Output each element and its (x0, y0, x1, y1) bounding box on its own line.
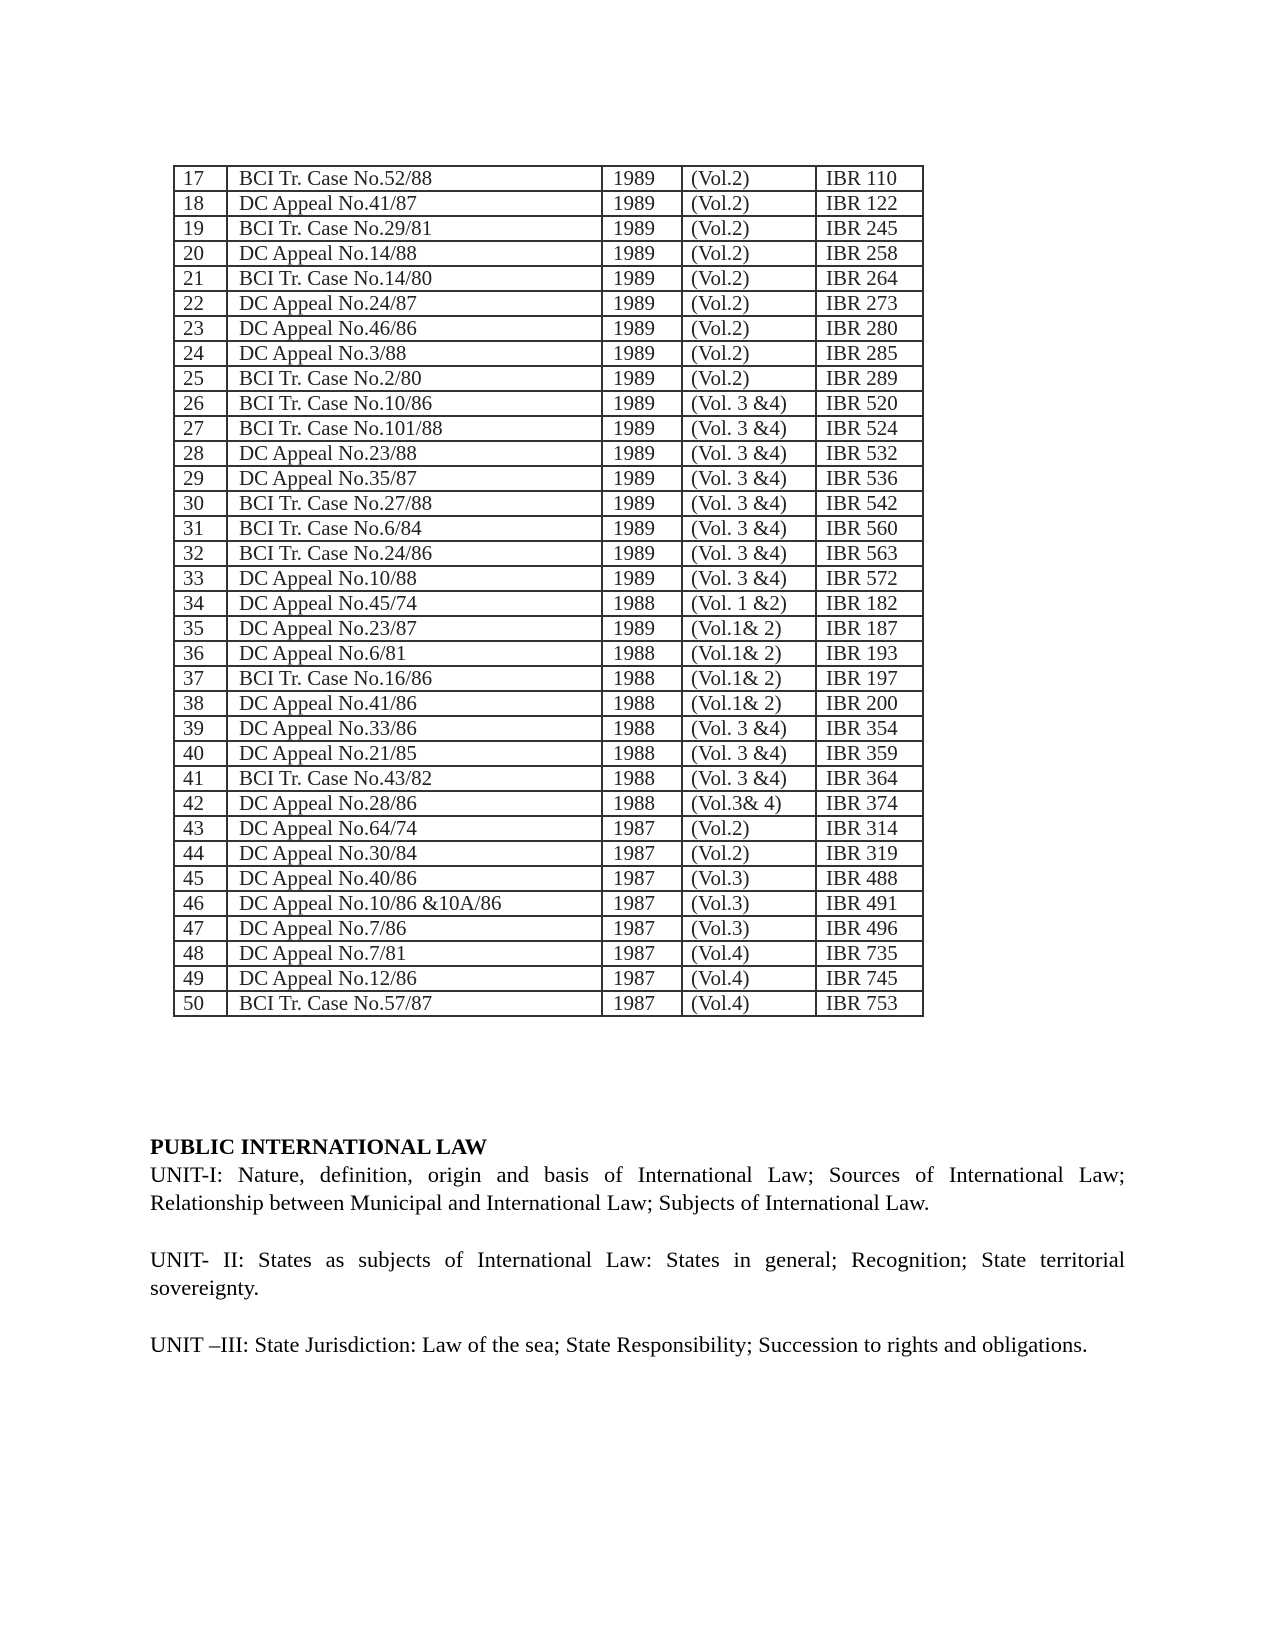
case-year: 1988 (602, 716, 682, 741)
case-year: 1987 (602, 866, 682, 891)
table-row (174, 216, 923, 241)
case-reference: IBR 285 (816, 341, 923, 366)
row-number: 29 (174, 466, 227, 491)
case-year: 1988 (602, 791, 682, 816)
case-number: BCI Tr. Case No.14/80 (227, 266, 602, 291)
table-row (174, 941, 923, 966)
case-reference: IBR 560 (816, 516, 923, 541)
case-year: 1987 (602, 841, 682, 866)
case-reference: IBR 364 (816, 766, 923, 791)
table-row (174, 541, 923, 566)
case-year: 1988 (602, 691, 682, 716)
case-reference: IBR 122 (816, 191, 923, 216)
case-volume: (Vol.2) (682, 341, 816, 366)
row-number: 34 (174, 591, 227, 616)
row-number: 38 (174, 691, 227, 716)
case-volume: (Vol.2) (682, 266, 816, 291)
case-reference: IBR 354 (816, 716, 923, 741)
syllabus-section (150, 1133, 1125, 1388)
case-reference: IBR 182 (816, 591, 923, 616)
row-number: 47 (174, 916, 227, 941)
case-reference: IBR 563 (816, 541, 923, 566)
case-volume: (Vol.3) (682, 866, 816, 891)
case-number: DC Appeal No.41/87 (227, 191, 602, 216)
case-year: 1989 (602, 491, 682, 516)
case-number: DC Appeal No.35/87 (227, 466, 602, 491)
case-reference: IBR 197 (816, 666, 923, 691)
case-volume: (Vol. 3 &4) (682, 391, 816, 416)
case-number: BCI Tr. Case No.10/86 (227, 391, 602, 416)
table-row (174, 191, 923, 216)
row-number: 32 (174, 541, 227, 566)
case-number: DC Appeal No.45/74 (227, 591, 602, 616)
case-volume: (Vol.3) (682, 916, 816, 941)
case-number: DC Appeal No.12/86 (227, 966, 602, 991)
table-row (174, 466, 923, 491)
case-number: DC Appeal No.7/81 (227, 941, 602, 966)
table-row (174, 991, 923, 1016)
case-year: 1989 (602, 516, 682, 541)
table-row (174, 866, 923, 891)
table-row (174, 491, 923, 516)
row-number: 33 (174, 566, 227, 591)
case-number: DC Appeal No.23/87 (227, 616, 602, 641)
case-year: 1989 (602, 166, 682, 191)
case-year: 1988 (602, 741, 682, 766)
table-row (174, 891, 923, 916)
case-number: DC Appeal No.64/74 (227, 816, 602, 841)
table-row (174, 591, 923, 616)
case-volume: (Vol. 3 &4) (682, 566, 816, 591)
case-year: 1989 (602, 391, 682, 416)
case-year: 1989 (602, 366, 682, 391)
case-reference: IBR 735 (816, 941, 923, 966)
case-volume: (Vol.2) (682, 191, 816, 216)
case-volume: (Vol.2) (682, 816, 816, 841)
case-reference: IBR 110 (816, 166, 923, 191)
case-number: DC Appeal No.46/86 (227, 316, 602, 341)
case-number: BCI Tr. Case No.101/88 (227, 416, 602, 441)
case-volume: (Vol.3& 4) (682, 791, 816, 816)
case-year: 1987 (602, 816, 682, 841)
case-year: 1989 (602, 441, 682, 466)
case-number: DC Appeal No.23/88 (227, 441, 602, 466)
row-number: 28 (174, 441, 227, 466)
row-number: 41 (174, 766, 227, 791)
case-reference: IBR 187 (816, 616, 923, 641)
row-number: 20 (174, 241, 227, 266)
case-number: DC Appeal No.41/86 (227, 691, 602, 716)
case-reference: IBR 536 (816, 466, 923, 491)
case-number: DC Appeal No.10/88 (227, 566, 602, 591)
case-volume: (Vol.2) (682, 841, 816, 866)
row-number: 44 (174, 841, 227, 866)
row-number: 36 (174, 641, 227, 666)
row-number: 46 (174, 891, 227, 916)
case-volume: (Vol. 3 &4) (682, 491, 816, 516)
case-year: 1989 (602, 616, 682, 641)
case-volume: (Vol.4) (682, 991, 816, 1016)
case-year: 1989 (602, 191, 682, 216)
case-year: 1988 (602, 641, 682, 666)
row-number: 18 (174, 191, 227, 216)
row-number: 39 (174, 716, 227, 741)
case-volume: (Vol.1& 2) (682, 641, 816, 666)
case-number: BCI Tr. Case No.6/84 (227, 516, 602, 541)
case-number: BCI Tr. Case No.16/86 (227, 666, 602, 691)
case-number: DC Appeal No.33/86 (227, 716, 602, 741)
case-reference: IBR 532 (816, 441, 923, 466)
row-number: 25 (174, 366, 227, 391)
table-row (174, 241, 923, 266)
case-number: BCI Tr. Case No.24/86 (227, 541, 602, 566)
row-number: 45 (174, 866, 227, 891)
table-row (174, 366, 923, 391)
row-number: 26 (174, 391, 227, 416)
case-year: 1989 (602, 466, 682, 491)
case-volume: (Vol.2) (682, 291, 816, 316)
case-reference: IBR 520 (816, 391, 923, 416)
case-year: 1989 (602, 341, 682, 366)
case-volume: (Vol. 3 &4) (682, 716, 816, 741)
case-volume: (Vol. 3 &4) (682, 416, 816, 441)
case-reference: IBR 245 (816, 216, 923, 241)
row-number: 27 (174, 416, 227, 441)
table-row (174, 166, 923, 191)
case-number: DC Appeal No.6/81 (227, 641, 602, 666)
case-year: 1989 (602, 541, 682, 566)
case-volume: (Vol. 3 &4) (682, 541, 816, 566)
case-year: 1989 (602, 241, 682, 266)
case-number: DC Appeal No.10/86 &10A/86 (227, 891, 602, 916)
case-reference: IBR 193 (816, 641, 923, 666)
row-number: 21 (174, 266, 227, 291)
table-row (174, 741, 923, 766)
case-volume: (Vol.4) (682, 966, 816, 991)
row-number: 30 (174, 491, 227, 516)
case-year: 1987 (602, 966, 682, 991)
case-volume: (Vol. 3 &4) (682, 766, 816, 791)
case-year: 1988 (602, 666, 682, 691)
case-reference: IBR 359 (816, 741, 923, 766)
table-row (174, 966, 923, 991)
table-row (174, 916, 923, 941)
table-row (174, 341, 923, 366)
case-reference: IBR 273 (816, 291, 923, 316)
case-reference: IBR 496 (816, 916, 923, 941)
case-reference: IBR 374 (816, 791, 923, 816)
case-year: 1989 (602, 566, 682, 591)
table-row (174, 316, 923, 341)
case-number: BCI Tr. Case No.43/82 (227, 766, 602, 791)
case-year: 1989 (602, 266, 682, 291)
unit-1-text: UNIT-I: Nature, definition, origin and basis of International Law; Sources of International Law; Relationship between Municipal and International Law; Subjects of International Law. (150, 1162, 1125, 1215)
table-row (174, 691, 923, 716)
case-reference: IBR 314 (816, 816, 923, 841)
case-volume: (Vol.2) (682, 316, 816, 341)
case-reference: IBR 280 (816, 316, 923, 341)
table-row (174, 841, 923, 866)
case-volume: (Vol.2) (682, 216, 816, 241)
row-number: 35 (174, 616, 227, 641)
case-volume: (Vol.4) (682, 941, 816, 966)
case-number: DC Appeal No.14/88 (227, 241, 602, 266)
row-number: 23 (174, 316, 227, 341)
case-reference: IBR 753 (816, 991, 923, 1016)
row-number: 49 (174, 966, 227, 991)
table-row (174, 266, 923, 291)
table-row (174, 616, 923, 641)
table-row (174, 816, 923, 841)
table-row (174, 641, 923, 666)
case-number: BCI Tr. Case No.52/88 (227, 166, 602, 191)
case-number: BCI Tr. Case No.29/81 (227, 216, 602, 241)
case-volume: (Vol. 1 &2) (682, 591, 816, 616)
row-number: 37 (174, 666, 227, 691)
row-number: 31 (174, 516, 227, 541)
case-volume: (Vol.1& 2) (682, 616, 816, 641)
case-reference: IBR 491 (816, 891, 923, 916)
table-row (174, 516, 923, 541)
row-number: 17 (174, 166, 227, 191)
case-volume: (Vol.2) (682, 366, 816, 391)
case-reference: IBR 488 (816, 866, 923, 891)
table-row (174, 291, 923, 316)
row-number: 42 (174, 791, 227, 816)
table-row (174, 766, 923, 791)
case-number: BCI Tr. Case No.57/87 (227, 991, 602, 1016)
row-number: 19 (174, 216, 227, 241)
case-number: DC Appeal No.21/85 (227, 741, 602, 766)
case-number: DC Appeal No.40/86 (227, 866, 602, 891)
case-year: 1987 (602, 891, 682, 916)
table-row (174, 416, 923, 441)
case-reference: IBR 200 (816, 691, 923, 716)
table-row (174, 791, 923, 816)
case-year: 1989 (602, 316, 682, 341)
table-row (174, 666, 923, 691)
row-number: 43 (174, 816, 227, 841)
case-year: 1988 (602, 766, 682, 791)
section-heading: PUBLIC INTERNATIONAL LAW (150, 1134, 488, 1159)
case-reference: IBR 264 (816, 266, 923, 291)
case-year: 1989 (602, 216, 682, 241)
case-reference: IBR 572 (816, 566, 923, 591)
case-volume: (Vol.3) (682, 891, 816, 916)
case-table-body (174, 166, 923, 1016)
table-row (174, 391, 923, 416)
case-reference: IBR 258 (816, 241, 923, 266)
case-volume: (Vol. 3 &4) (682, 441, 816, 466)
case-reference: IBR 745 (816, 966, 923, 991)
case-number: DC Appeal No.24/87 (227, 291, 602, 316)
unit-2-text: UNIT- II: States as subjects of International Law: States in general; Recognition; State territorial sovereignty. (150, 1247, 1125, 1300)
case-volume: (Vol.2) (682, 241, 816, 266)
case-citation-table (173, 165, 924, 1017)
case-year: 1987 (602, 941, 682, 966)
unit-3-text: UNIT –III: State Jurisdiction: Law of the sea; State Responsibility; Succession to rights and obligations. (150, 1332, 1088, 1357)
row-number: 22 (174, 291, 227, 316)
case-volume: (Vol.2) (682, 166, 816, 191)
case-volume: (Vol. 3 &4) (682, 466, 816, 491)
row-number: 48 (174, 941, 227, 966)
case-year: 1987 (602, 916, 682, 941)
case-volume: (Vol. 3 &4) (682, 516, 816, 541)
case-year: 1989 (602, 291, 682, 316)
case-volume: (Vol.1& 2) (682, 691, 816, 716)
table-row (174, 566, 923, 591)
case-number: DC Appeal No.7/86 (227, 916, 602, 941)
row-number: 40 (174, 741, 227, 766)
row-number: 24 (174, 341, 227, 366)
case-number: DC Appeal No.28/86 (227, 791, 602, 816)
case-year: 1988 (602, 591, 682, 616)
case-year: 1989 (602, 416, 682, 441)
row-number: 50 (174, 991, 227, 1016)
case-number: DC Appeal No.3/88 (227, 341, 602, 366)
case-volume: (Vol.1& 2) (682, 666, 816, 691)
case-reference: IBR 542 (816, 491, 923, 516)
table-row (174, 441, 923, 466)
table-row (174, 716, 923, 741)
case-reference: IBR 289 (816, 366, 923, 391)
case-number: BCI Tr. Case No.2/80 (227, 366, 602, 391)
case-volume: (Vol. 3 &4) (682, 741, 816, 766)
case-year: 1987 (602, 991, 682, 1016)
case-reference: IBR 524 (816, 416, 923, 441)
case-number: BCI Tr. Case No.27/88 (227, 491, 602, 516)
case-number: DC Appeal No.30/84 (227, 841, 602, 866)
case-reference: IBR 319 (816, 841, 923, 866)
